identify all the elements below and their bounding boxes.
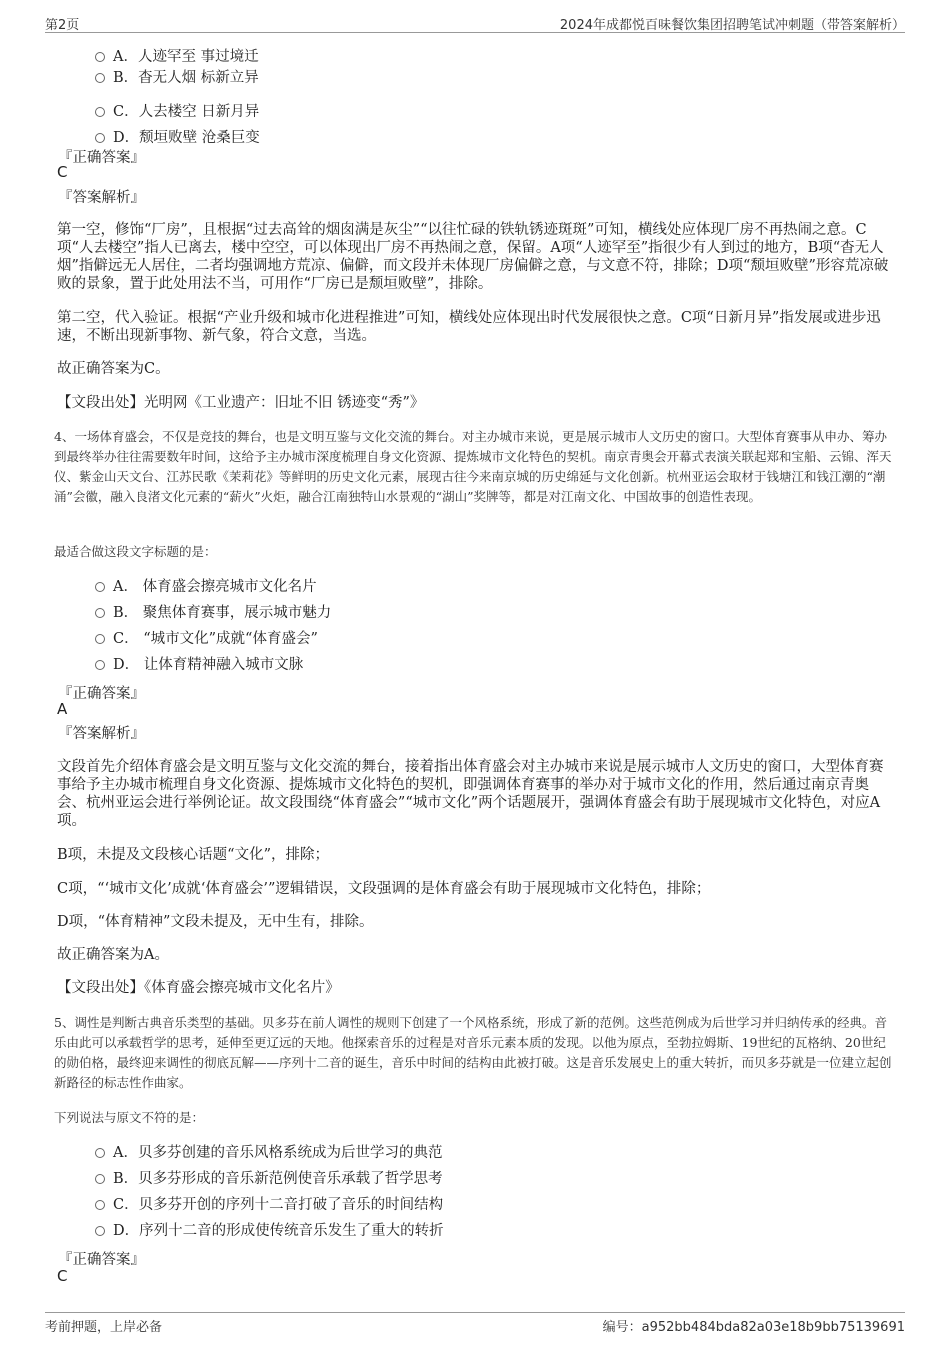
radio-icon[interactable] — [95, 52, 105, 62]
q3-option-b[interactable]: B．杳无人烟 标新立异 — [95, 65, 260, 91]
q4-options — [95, 574, 331, 678]
q5-answer-label: 『正确答案』 — [58, 1252, 145, 1268]
q3-answer: C — [57, 163, 68, 181]
radio-icon[interactable] — [95, 582, 105, 592]
page-number: 第2页 — [45, 18, 80, 33]
q4-analysis-p3: C项，“‘城市文化’成就‘体育盛会’”逻辑错误，文段强调的是体育盛会有助于展现城市文化特色，排除； — [57, 881, 711, 897]
q4-question-ask: 最适合做这段文字标题的是： — [54, 544, 217, 559]
q4-answer: A — [57, 700, 68, 718]
q3-option-a[interactable]: A．人迹罕至 事过境迁 — [95, 44, 260, 70]
q3-analysis-p3: 故正确答案为C。 — [57, 361, 170, 377]
q5-option-d[interactable]: D．序列十二音的形成使传统音乐发生了重大的转折 — [95, 1218, 444, 1244]
document-title: 2024年成都悦百味餐饮集团招聘笔试冲刺题（带答案解析） — [559, 18, 905, 33]
q4-analysis-label: 『答案解析』 — [58, 726, 145, 742]
q4-answer-label: 『正确答案』 — [58, 686, 145, 702]
q3-options — [95, 44, 260, 151]
q4-option-c[interactable]: C． “城市文化”成就“体育盛会” — [95, 626, 331, 652]
q4-option-b[interactable]: B． 聚焦体育赛事，展示城市魅力 — [95, 600, 331, 626]
radio-icon[interactable] — [95, 1174, 105, 1184]
q3-option-c[interactable]: C．人去楼空 日新月异 — [95, 99, 260, 125]
q3-source: 【文段出处】光明网《工业遗产：旧址不旧 锈迹变“秀”》 — [57, 395, 425, 411]
q4-analysis-p1: 文段首先介绍体育盛会是文明互鉴与文化交流的舞台，接着指出体育盛会对主办城市来说是展示城市人文历史的窗口，大型体育赛事给予主办城市梳理自身文化资源、提炼城市文化特色的契机，即强调体育赛事的举办对于城市文化的作用，然后通过南京青奥会、杭州亚运会进行举例论证。故文段围绕“体育盛会”“城市文化”两个话题展开，强调体育盛会有助于展现城市文化特色，对应A项。 — [57, 759, 884, 829]
radio-icon[interactable] — [95, 1200, 105, 1210]
page-header — [45, 10, 905, 33]
q4-analysis-p5: 故正确答案为A。 — [57, 947, 169, 963]
q3-analysis-p2: 第二空，代入验证。根据“产业升级和城市化进程推进”可知，横线处应体现出时代发展很快之意。C项“日新月异”指发展或进步迅速，不断出现新事物、新气象，符合文意，当选。 — [57, 310, 881, 344]
radio-icon[interactable] — [95, 107, 105, 117]
radio-icon[interactable] — [95, 660, 105, 670]
radio-icon[interactable] — [95, 608, 105, 618]
q5-answer: C — [57, 1267, 68, 1285]
radio-icon[interactable] — [95, 634, 105, 644]
q4-option-d[interactable]: D． 让体育精神融入城市文脉 — [95, 652, 331, 678]
q5-option-c[interactable]: C．贝多芬开创的序列十二音打破了音乐的时间结构 — [95, 1192, 444, 1218]
q5-option-a[interactable]: A．贝多芬创建的音乐风格系统成为后世学习的典范 — [95, 1140, 444, 1166]
q5-question-text: 5、调性是判断古典音乐类型的基础。贝多芬在前人调性的规则下创建了一个风格系统，形成了新的范例。这些范例成为后世学习并归纳传承的经典。音乐由此可以承载哲学的思考，延伸至更辽远的天地。他探索音乐的过程是对音乐元素本质的发现。以他为原点，至勃拉姆斯、19世纪的瓦格纳、20世纪的勋伯格，最终迎来调性的彻底瓦解——序列十二音的诞生，音乐中时间的结构由此被打破。这是音乐发展史上的重大转折，而贝多芬就是一位建立起创新路径的标志性作曲家。 — [54, 1015, 892, 1090]
q4-analysis-p4: D项，“体育精神”文段未提及，无中生有，排除。 — [57, 914, 374, 930]
radio-icon[interactable] — [95, 1148, 105, 1158]
q4-option-a[interactable]: A． 体育盛会擦亮城市文化名片 — [95, 574, 331, 600]
radio-icon[interactable] — [95, 133, 105, 143]
q5-question-ask: 下列说法与原文不符的是： — [54, 1110, 205, 1125]
q5-options — [95, 1140, 444, 1244]
q3-answer-label: 『正确答案』 — [58, 150, 145, 166]
q4-analysis-p2: B项，未提及文段核心话题“文化”，排除； — [57, 847, 329, 863]
q3-option-d[interactable]: D．颓垣败壁 沧桑巨变 — [95, 125, 260, 151]
q3-analysis-p1: 第一空，修饰“厂房”，且根据“过去高耸的烟囱满是灰尘”“以往忙碌的铁轨锈迹斑斑”可知，横线处应体现厂房不再热闹之意。C项“人去楼空”指人已离去，楼中空空，可以体现出厂房不再热闹之意，保留。A项“人迹罕至”指很少有人到过的地方，B项“杳无人烟”指僻远无人居住，二者均强调地方荒凉、偏僻，而文段并未体现厂房偏僻之意，与文意不符，排除；D项“颓垣败壁”形容荒凉破败的景象，置于此处用法不当，可用作“厂房已是颓垣败壁”，排除。 — [57, 222, 889, 292]
radio-icon[interactable] — [95, 73, 105, 83]
q5-option-b[interactable]: B．贝多芬形成的音乐新范例使音乐承载了哲学思考 — [95, 1166, 444, 1192]
document-code: 编号：a952bb484bda82a03e18b9bb75139691 — [602, 1320, 905, 1335]
q3-analysis-label: 『答案解析』 — [58, 190, 145, 206]
q4-source: 【文段出处】《体育盛会擦亮城市文化名片》 — [57, 980, 340, 996]
q4-question-text: 4、一场体育盛会，不仅是竞技的舞台，也是文明互鉴与文化交流的舞台。对主办城市来说，更是展示城市人文历史的窗口。大型体育赛事从申办、筹办到最终举办往往需要数年时间，这给予主办城市深度梳理自身文化资源、提炼城市文化特色的契机。南京青奥会开幕式表演关联起郑和宝船、云锦、浑天仪、紫金山天文台、江苏民歌《茉莉花》等鲜明的历史文化元素，展现古往今来南京城的历史绵延与文化创新。杭州亚运会取材于钱塘江和钱江潮的“潮涌”会徽，融入良渚文化元素的“薪火”火炬，融合江南独特山水景观的“湖山”奖牌等，都是对江南文化、中国故事的创造性表现。 — [54, 429, 892, 504]
page-footer — [45, 1312, 905, 1335]
radio-icon[interactable] — [95, 1226, 105, 1236]
footer-slogan: 考前押题，上岸必备 — [45, 1320, 163, 1335]
